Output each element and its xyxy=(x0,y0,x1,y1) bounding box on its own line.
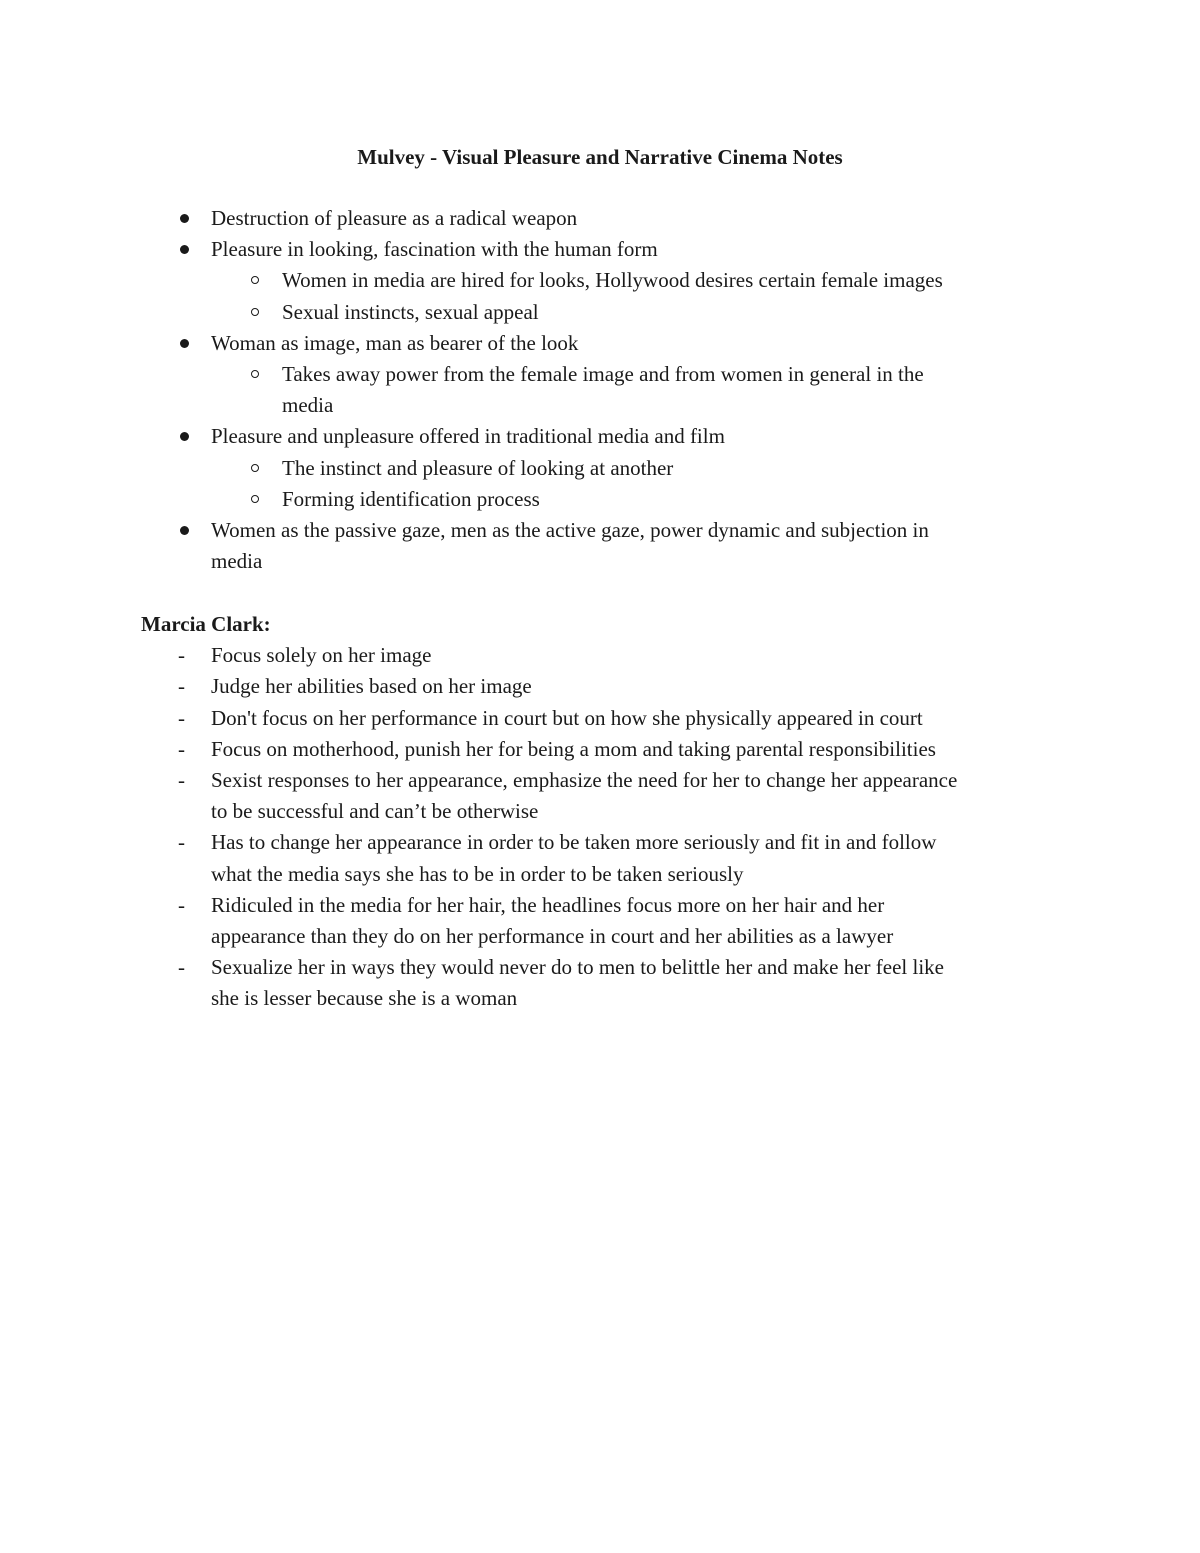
bullet-icon xyxy=(180,245,189,254)
dash-marker: - xyxy=(178,768,185,792)
sub-bullet-icon xyxy=(251,276,259,284)
dash-item-text: Ridiculed in the media for her hair, the headlines focus more on her hair and her xyxy=(211,892,885,917)
dash-marker: - xyxy=(178,736,185,761)
sub-bullet-item-text: Women in media are hired for looks, Hollywood desires certain female images xyxy=(282,268,943,293)
dash-marker: - xyxy=(178,955,185,980)
sub-bullet-item-text: The instinct and pleasure of looking at another xyxy=(282,455,674,480)
bullet-item-text: Woman as image, man as bearer of the look xyxy=(211,330,579,355)
dash-marker: - xyxy=(178,674,185,699)
section-heading: Marcia Clark: xyxy=(141,612,271,636)
bullet-icon xyxy=(180,214,189,223)
sub-bullet-icon xyxy=(251,370,259,378)
sub-bullet-icon xyxy=(251,308,259,316)
sub-bullet-icon xyxy=(251,464,259,472)
bullet-icon xyxy=(180,432,189,441)
dash-item-text: to be successful and can’t be otherwise xyxy=(211,799,539,824)
sub-bullet-item-text: Sexual instincts, sexual appeal xyxy=(282,299,539,324)
bullet-item-text: media xyxy=(211,549,263,574)
dash-item-text: Focus solely on her image xyxy=(211,643,432,668)
dash-item-text: Sexualize her in ways they would never do to men to belittle her and make her feel like xyxy=(211,955,945,980)
dash-item-text: appearance than they do on her performance in court and her abilities as a lawyer xyxy=(211,924,894,948)
dash-item-text: Has to change her appearance in order to be taken more seriously and fit in and follow xyxy=(211,830,937,855)
dash-item-text: Sexist responses to her appearance, emphasize the need for her to change her appearance xyxy=(211,768,958,792)
dash-item-text: Don't focus on her performance in court but on how she physically appeared in court xyxy=(211,705,923,730)
dash-marker: - xyxy=(178,830,185,855)
sub-bullet-item-text: Takes away power from the female image and from women in general in the xyxy=(282,362,924,386)
bullet-icon xyxy=(180,526,189,535)
bullet-icon xyxy=(180,339,189,348)
bullet-item-text: Destruction of pleasure as a radical weapon xyxy=(211,206,578,230)
dash-item-text: Focus on motherhood, punish her for being a mom and taking parental responsibilities xyxy=(211,736,936,761)
bullet-item-text: Pleasure and unpleasure offered in traditional media and film xyxy=(211,424,725,449)
dash-item-text: Judge her abilities based on her image xyxy=(211,674,532,699)
dash-marker: - xyxy=(178,643,185,668)
dash-item-text: she is lesser because she is a woman xyxy=(211,986,518,1011)
dash-item-text: what the media says she has to be in order to be taken seriously xyxy=(211,861,744,886)
sub-bullet-icon xyxy=(251,495,259,503)
bullet-item-text: Pleasure in looking, fascination with the human form xyxy=(211,237,658,262)
sub-bullet-item-text: media xyxy=(282,393,334,418)
dash-marker: - xyxy=(178,705,185,730)
sub-bullet-item-text: Forming identification process xyxy=(282,486,540,511)
document-title: Mulvey - Visual Pleasure and Narrative Cinema Notes xyxy=(357,145,843,169)
dash-marker: - xyxy=(178,892,185,917)
bullet-item-text: Women as the passive gaze, men as the active gaze, power dynamic and subjection in xyxy=(211,518,929,542)
